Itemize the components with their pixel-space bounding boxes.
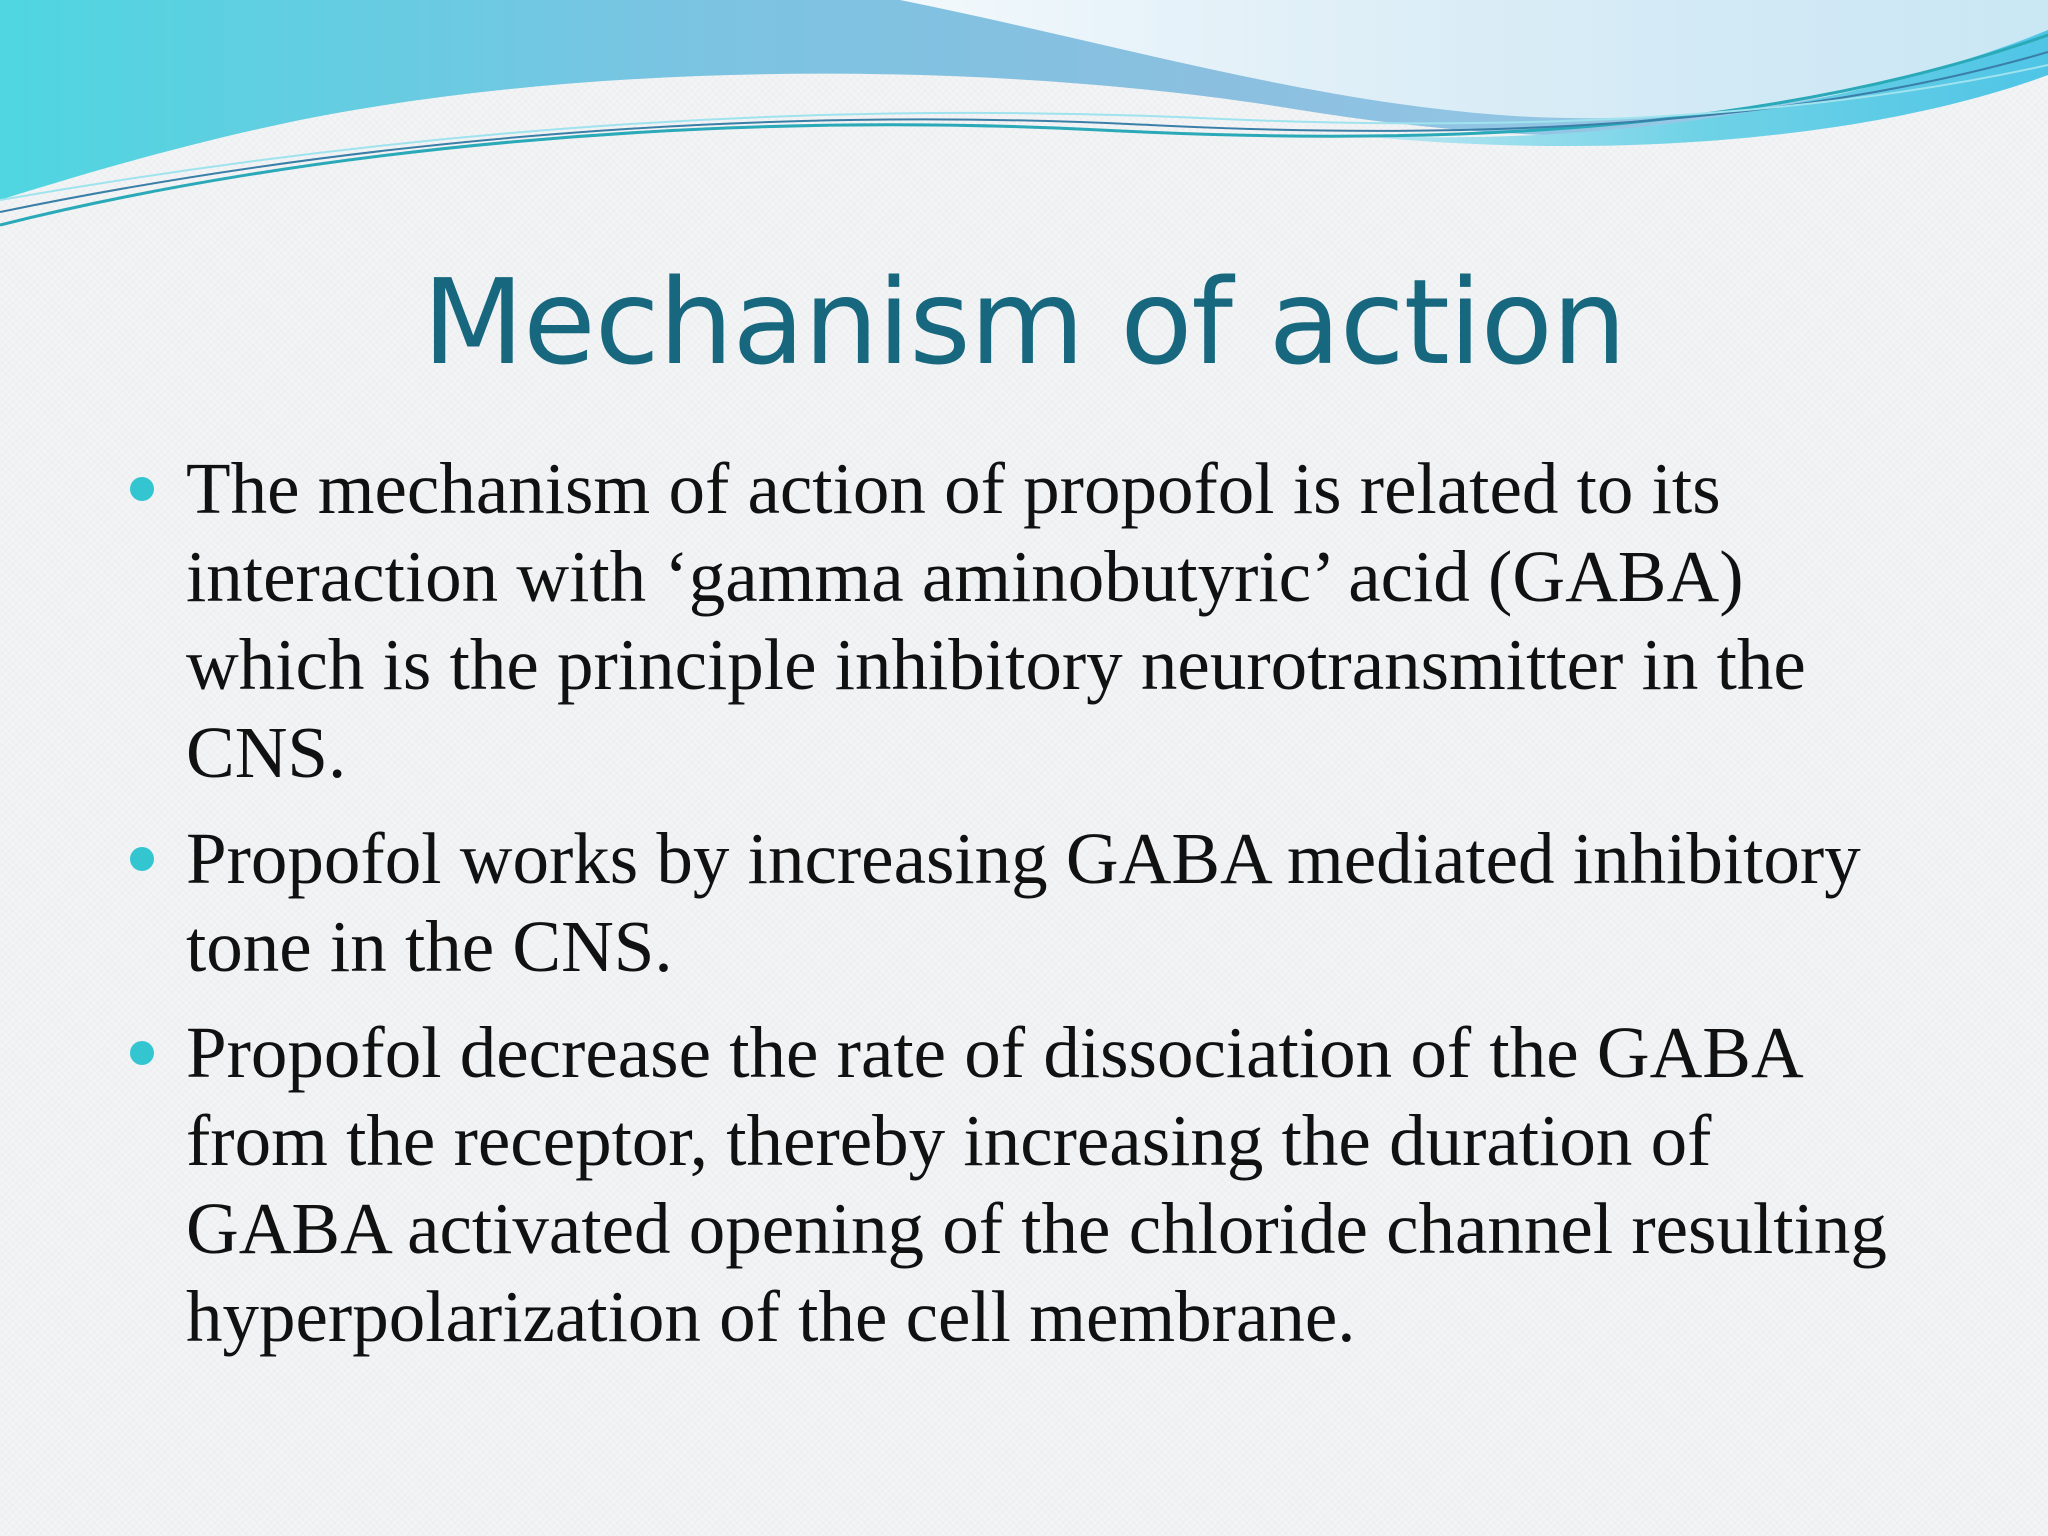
bullet-dot-icon [130,477,154,501]
wave-header-decoration [0,0,2048,240]
bullet-text: Propofol works by increasing GABA mediated inhibitory tone in the CNS. [186,818,1861,987]
bullet-dot-icon [130,1041,154,1065]
bullet-text: Propofol decrease the rate of dissociation of the GABA from the receptor, thereby increasing the duration of GABA activated opening of the chloride channel resulting hyperpolarization of the cell membrane. [186,1012,1887,1357]
bullet-text: The mechanism of action of propofol is related to its interaction with ‘gamma aminobutyric’ acid (GABA) which is the principle inhibitory neurotransmitter in the CNS. [186,448,1806,793]
bullet-list [128,445,1918,1379]
bullet-dot-icon [130,847,154,871]
bullet-item [128,815,1918,991]
bullet-item [128,445,1918,797]
slide-title: Mechanism of action [422,253,1626,391]
bullet-item [128,1009,1918,1361]
